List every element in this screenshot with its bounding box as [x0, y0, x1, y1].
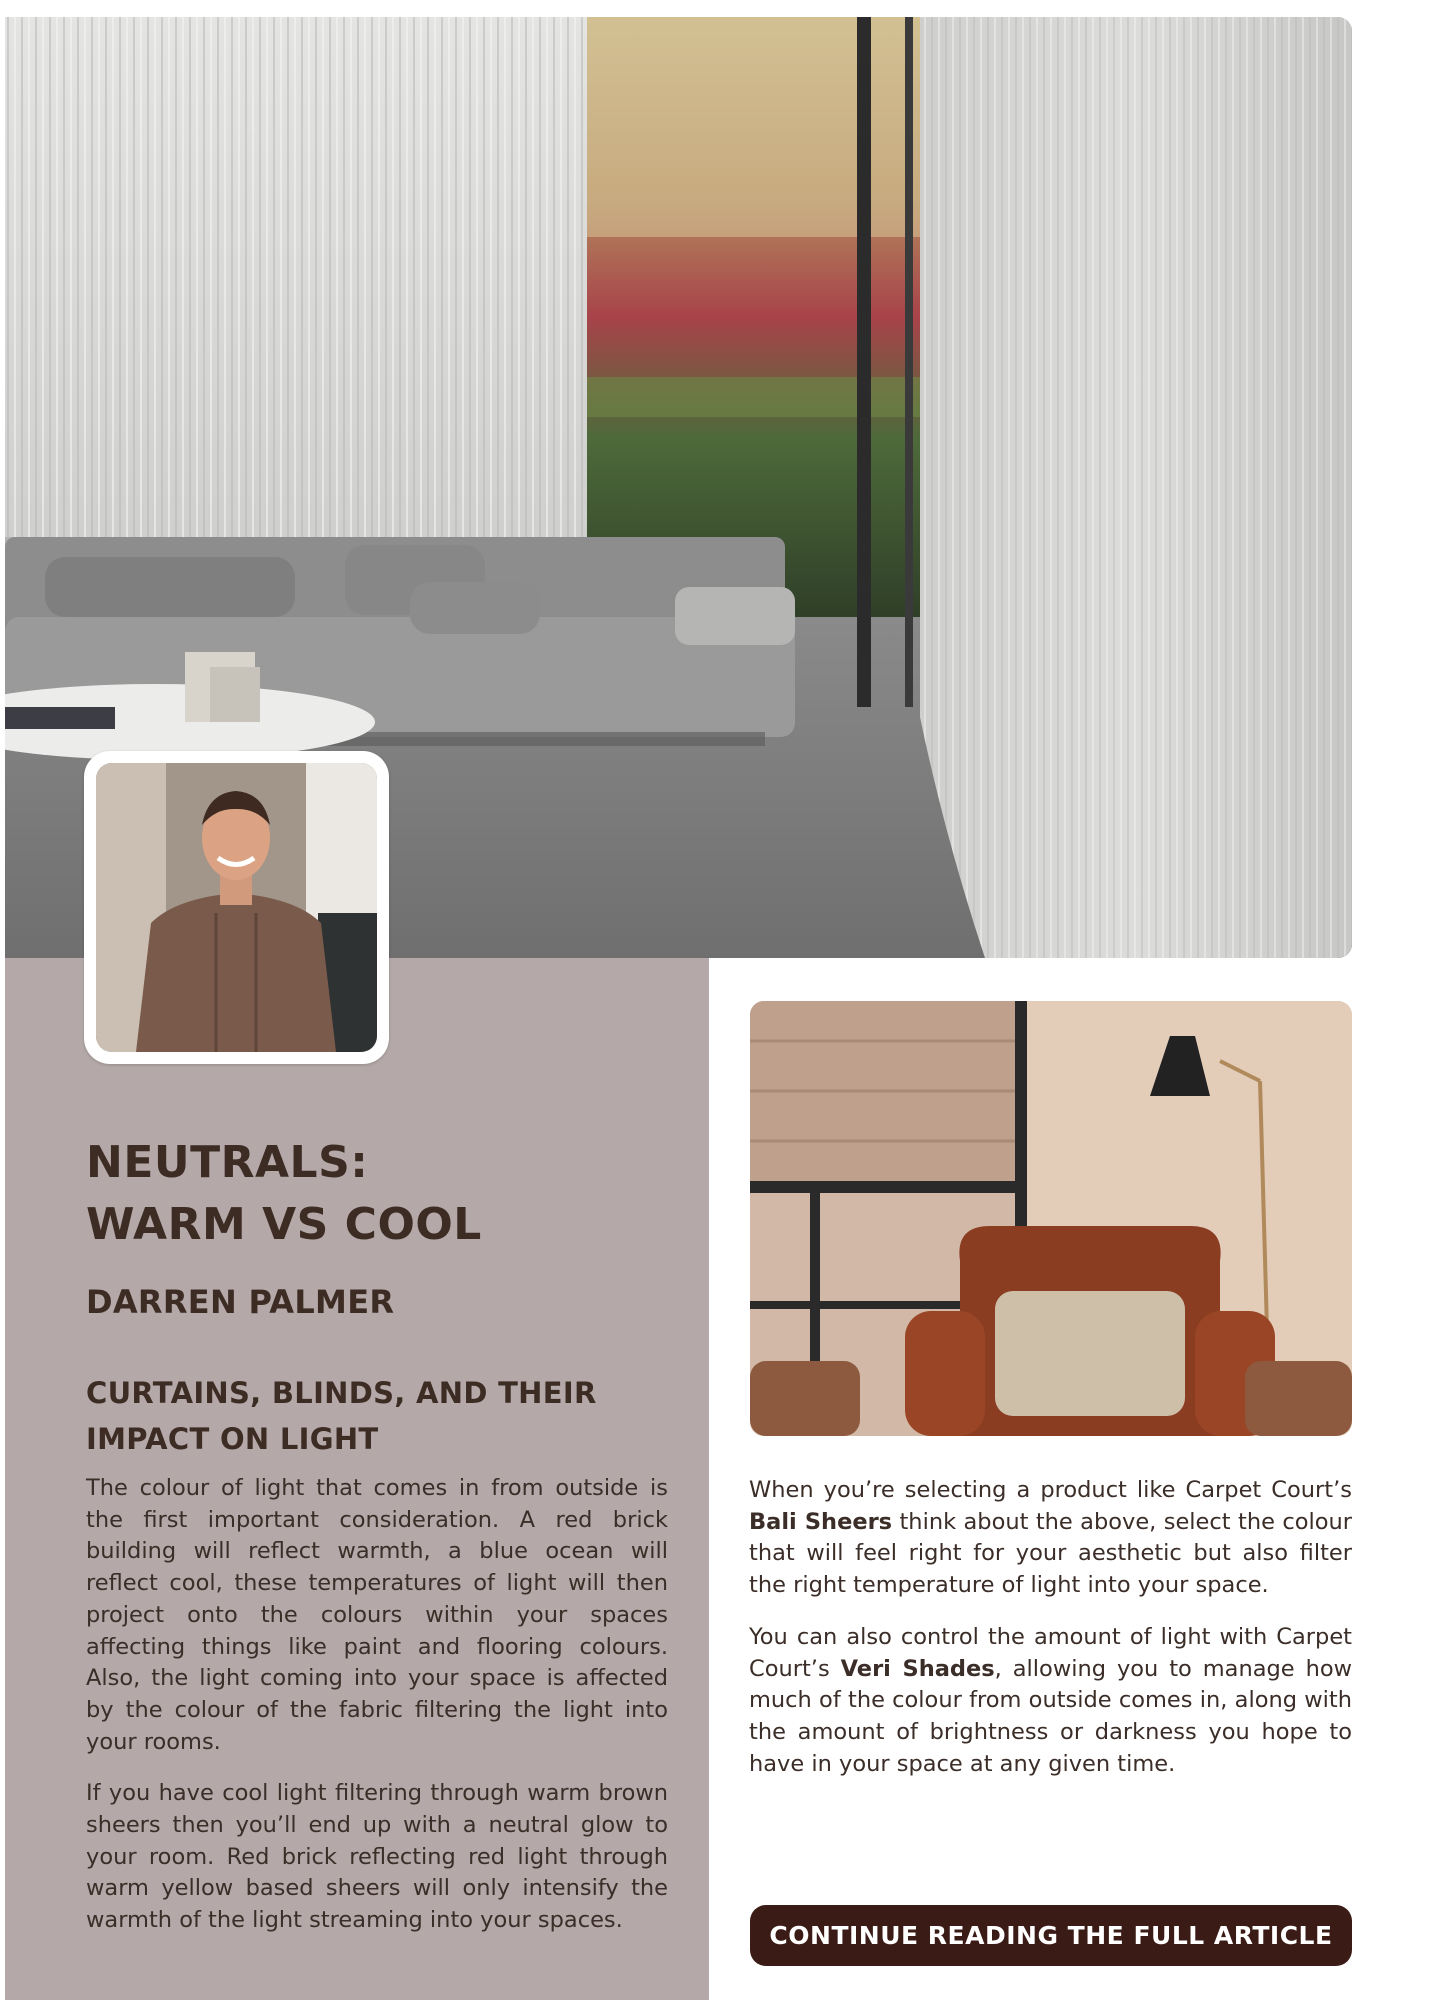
section-subheading: [86, 1370, 686, 1462]
title-line-1: NEUTRALS:: [86, 1137, 369, 1188]
continue-reading-button[interactable]: CONTINUE READING THE FULL ARTICLE: [750, 1905, 1352, 1966]
author-portrait: [96, 763, 377, 1052]
article-title: [86, 1132, 686, 1256]
author-name: DARREN PALMER: [86, 1283, 395, 1321]
bali-body-text: think about the above, select the colour that will feel right for your aesthetic but also filter the right temperature of light into your space.: [749, 1508, 1352, 1599]
subheading-line-1: CURTAINS, BLINDS, AND THEIR: [86, 1376, 597, 1410]
title-line-2: WARM VS COOL: [86, 1199, 482, 1250]
bali-sheers-highlight: Bali Sheers: [749, 1508, 893, 1535]
armchair-illustration: [750, 1001, 1352, 1436]
paragraph-veri-shades: [749, 1622, 1352, 1781]
right-article-body: [749, 1475, 1352, 1780]
paragraph-bali-sheers: [749, 1475, 1352, 1602]
armchair-photo: [750, 1001, 1352, 1436]
veri-body-text: , allowing you to manage how much of the colour from outside comes in, along with the amount of brightness or darkness you hope to have in your space at any given time.: [749, 1655, 1353, 1777]
paragraph-light-colour: The colour of light that comes in from outside is the first important consideration. A red brick building will reflect warmth, a blue ocean will reflect cool, these temperatures of light will then project onto the colours within your spaces affecting things like paint and flooring colours. Also, the light coming into your space is affected by the colour of the fabric filtering the light into your rooms.: [86, 1475, 668, 1755]
subheading-line-2: IMPACT ON LIGHT: [86, 1422, 379, 1456]
paragraph-sheers: If you have cool light filtering through warm brown sheers then you’ll end up with a neutral glow to your room. Red brick reflecting red light through warm yellow based sheers will only intensify the warmth of the light streaming into your spaces.: [86, 1780, 668, 1934]
bali-intro-text: When you’re selecting a product like Carpet Court’s: [749, 1477, 1352, 1503]
veri-shades-highlight: Veri Shades: [840, 1655, 995, 1682]
portrait-illustration: [96, 763, 377, 1052]
veri-intro-text: You can also control the amount of light with Carpet Court’s: [749, 1623, 1352, 1682]
author-portrait-frame: [84, 751, 389, 1064]
left-article-body: [86, 1473, 668, 1937]
